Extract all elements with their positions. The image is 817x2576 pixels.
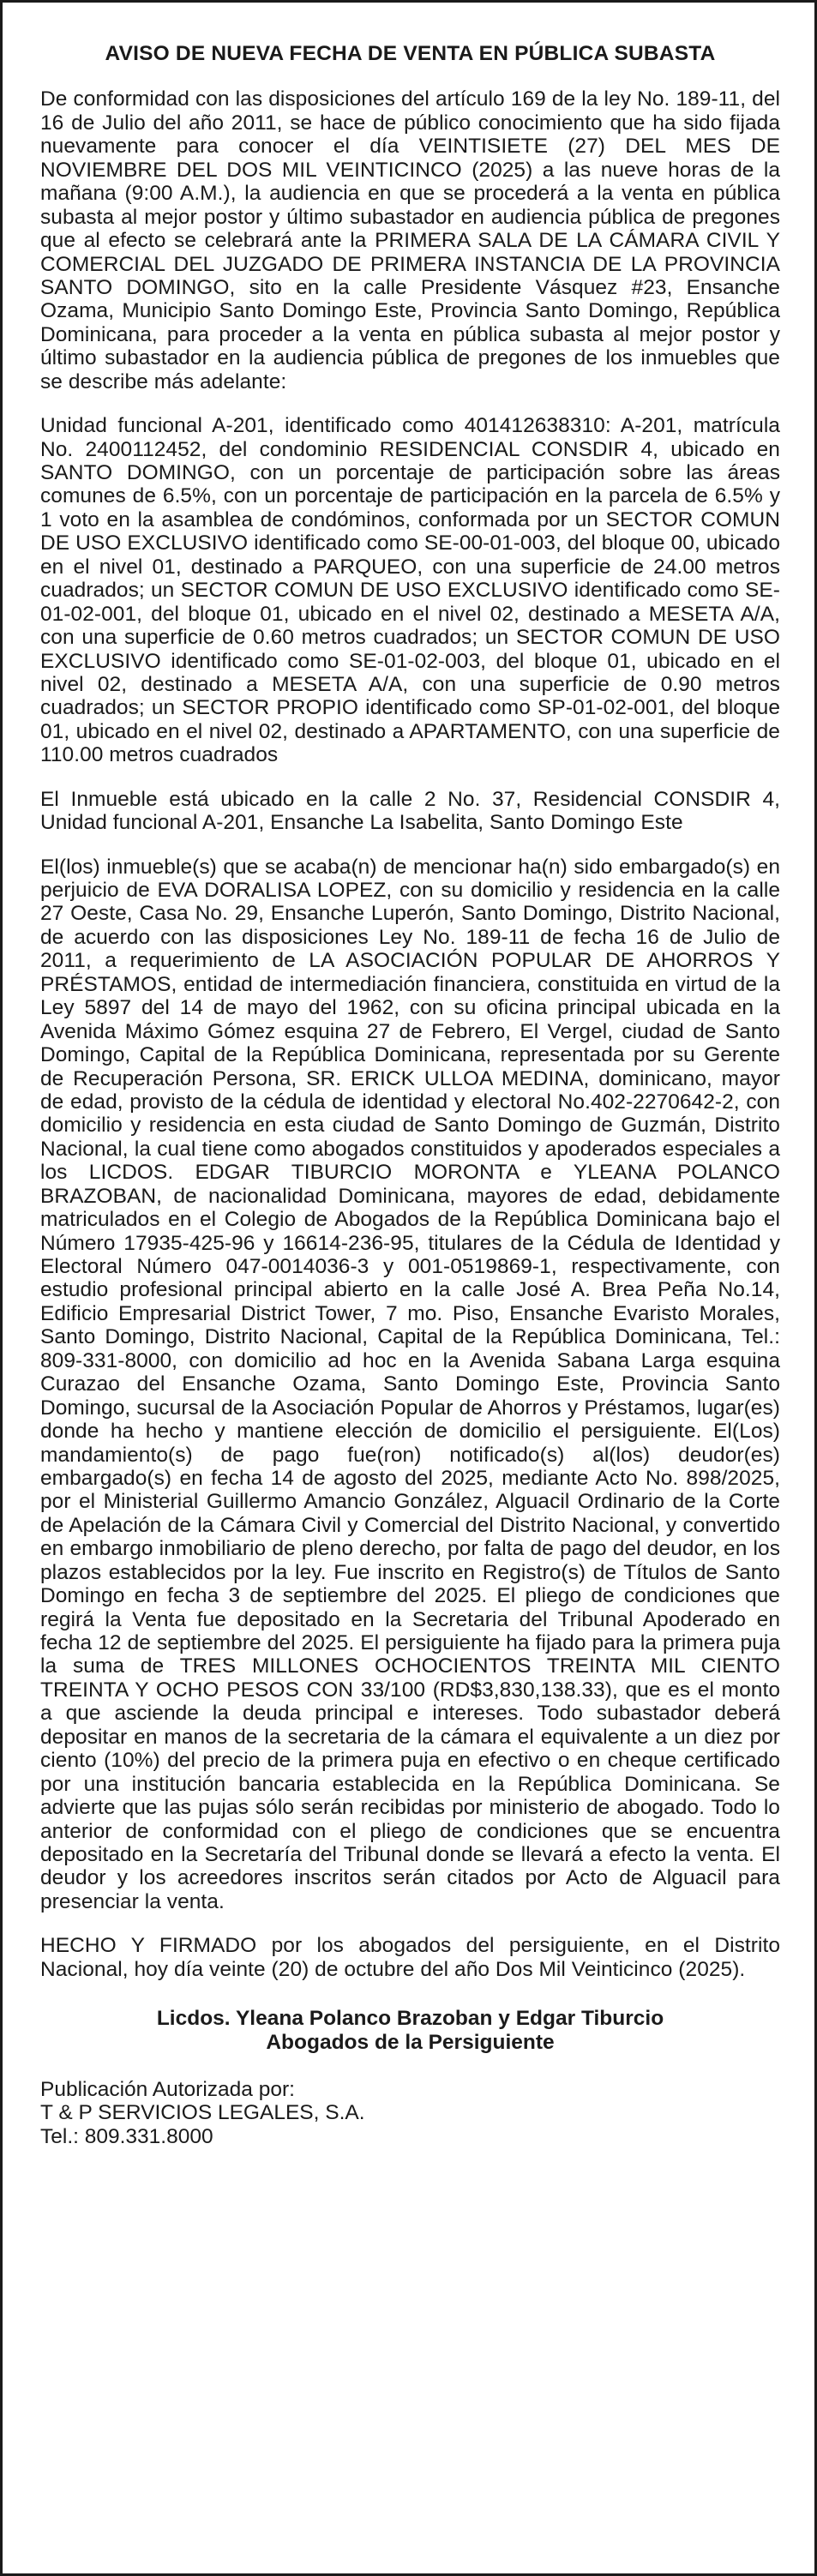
footer-authorized-label: Publicación Autorizada por: bbox=[40, 2078, 295, 2101]
paragraph-seizure-details: El(los) inmueble(s) que se acaba(n) de mencionar ha(n) sido embargado(s) en perjuicio de EVA DORALISA LOPEZ, con su domicilio y residencia en la calle 27 Oeste, Casa No. 29, Ensanche Luperón, Santo Domingo, Distrito Nacional, de acuerdo con las disposiciones Ley No. 189-11 de fecha 16 de Julio de 2011, a requerimiento de LA ASOCIACIÓN POPULAR DE AHORROS Y PRÉSTAMOS, entidad de intermediación financiera, constituida en virtud de la Ley 5897 del 14 de mayo del 1962, con su oficina principal ubicada en la Avenida Máximo Gómez esquina 27 de Febrero, El Vergel, ciudad de Santo Domingo, Capital de la República Dominicana, representada por su Gerente de Recuperación Persona, SR. ERICK ULLOA MEDINA, dominicano, mayor de edad, provisto de la cédula de identidad y electoral No.402-2270642-2, con domicilio y residencia en esta ciudad de Santo Domingo de Guzmán, Distrito Nacional, la cual tiene como abogados constituidos y apoderados especiales a los LICDOS. EDGAR TIBURCIO MORONTA e YLEANA POLANCO BRAZOBAN, de nacionalidad Dominicana, mayores de edad, debidamente matriculados en el Colegio de Abogados de la República Dominicana bajo el Número 17935-425-96 y 16614-236-95, titulares de la Cédula de Identidad y Electoral Número 047-0014036-3 y 001-0519869-1, respectivamente, con estudio profesional principal abierto en la calle José A. Brea Peña No.14, Edificio Empresarial District Tower, 7 mo. Piso, Ensanche Evaristo Morales, Santo Domingo, Distrito Nacional, Capital de la República Dominicana, Tel.: 809-331-8000, con domicilio ad hoc en la Avenida Sabana Larga esquina Curazao del Ensanche Ozama, Santo Domingo Este, Provincia Santo Domingo, sucursal de la Asociación Popular de Ahorros y Préstamos, lugar(es) donde ha hecho y mantiene elección de domicilio el persiguiente. El(Los) mandamiento(s) de pago fue(ron) notificado(s) al(los) deudor(es) embargado(s) en fecha 14 de agosto del 2025, mediante Acto No. 898/2025, por el Ministerial Guillermo Amancio González, Alguacil Ordinario de la Corte de Apelación de la Cámara Civil y Comercial del Distrito Nacional, y convertido en embargo inmobiliario de pleno derecho, por falta de pago del deudor, en los plazos establecidos por la ley. Fue inscrito en Registro(s) de Títulos de Santo Domingo en fecha 3 de septiembre del 2025. El pliego de condiciones que regirá la Venta fue depositado en la Secretaria del Tribunal Apoderado en fecha 12 de septiembre del 2025. El persiguiente ha fijado para la primera puja la suma de TRES MILLONES OCHOCIENTOS TREINTA MIL CIENTO TREINTA Y OCHO PESOS CON 33/100 (RD$3,830,138.33), que es el monto a que asciende la deuda principal e intereses. Todo subastador deberá depositar en manos de la secretaria de la cámara el equivalente a un diez por ciento (10%) del precio de la primera puja en efectivo o en cheque certificado por una institución bancaria establecida en la República Dominicana. Se advierte que las pujas sólo serán recibidas por ministerio de abogado. Todo lo anterior de conformidad con el pliego de condiciones que se encuentra depositado en la Secretaría del Tribunal donde se llevará a efecto la venta. El deudor y los acreedores inscritos serán citados por Acto de Alguacil para presenciar la venta. bbox=[40, 855, 780, 1913]
notice-title: AVISO DE NUEVA FECHA DE VENTA EN PÚBLICA SUBASTA bbox=[105, 42, 716, 65]
footer-phone: Tel.: 809.331.8000 bbox=[40, 2124, 213, 2148]
signature-role: Abogados de la Persiguiente bbox=[266, 2030, 555, 2054]
footer-company: T & P SERVICIOS LEGALES, S.A. bbox=[40, 2101, 365, 2125]
signature-names: Licdos. Yleana Polanco Brazoban y Edgar Tiburcio bbox=[156, 2007, 664, 2031]
paragraph-auction-date: De conformidad con las disposiciones del artículo 169 de la ley No. 189-11, del 16 de Julio del año 2011, se hace de público conocimiento que ha sido fijada nuevamente para conocer el día VEINTISIETE (27) DEL MES DE NOVIEMBRE DEL DOS MIL VEINTICINCO (2025) a las nueve horas de la mañana (9:00 A.M.), la audiencia en que se procederá a la venta en pública subasta al mejor postor y último subastador en audiencia pública de pregones que al efecto se celebrará ante la PRIMERA SALA DE LA CÁMARA CIVIL Y COMERCIAL DEL JUZGADO DE PRIMERA INSTANCIA DE LA PROVINCIA SANTO DOMINGO, sito en la calle Presidente Vásquez #23, Ensanche Ozama, Municipio Santo Domingo Este, Provincia Santo Domingo, República Dominicana, para proceder a la venta en pública subasta al mejor postor y último subastador en la audiencia pública de pregones de los inmuebles que se describe más adelante: bbox=[40, 87, 780, 393]
publication-footer bbox=[40, 2078, 780, 2148]
paragraph-property-location: El Inmueble está ubicado en la calle 2 No. 37, Residencial CONSDIR 4, Unidad funcional A-201, Ensanche La Isabelita, Santo Domingo Este bbox=[40, 787, 780, 835]
paragraph-property-description: Unidad funcional A-201, identificado como 401412638310: A-201, matrícula No. 2400112452, del condominio RESIDENCIAL CONSDIR 4, ubicado en SANTO DOMINGO, con un porcentaje de participación sobre las áreas comunes de 6.5%, con un porcentaje de participación en la parcela de 6.5% y 1 voto en la asamblea de condóminos, conformada por un SECTOR COMUN DE USO EXCLUSIVO identificado como SE-00-01-003, del bloque 00, ubicado en el nivel 01, destinado a PARQUEO, con una superficie de 24.00 metros cuadrados; un SECTOR COMUN DE USO EXCLUSIVO identificado como SE-01-02-001, del bloque 01, ubicado en el nivel 02, destinado a MESETA A/A, con una superficie de 0.60 metros cuadrados; un SECTOR COMUN DE USO EXCLUSIVO identificado como SE-01-02-003, del bloque 01, ubicado en el nivel 02, destinado a MESETA A/A, con una superficie de 0.90 metros cuadrados; un SECTOR PROPIO identificado como SP-01-02-001, del bloque 01, ubicado en el nivel 02, destinado a APARTAMENTO, con una superficie de 110.00 metros cuadrados bbox=[40, 414, 780, 767]
paragraph-signed: HECHO Y FIRMADO por los abogados del persiguiente, en el Distrito Nacional, hoy día veinte (20) de octubre del año Dos Mil Veinticinco (2025). bbox=[40, 1934, 780, 1981]
signature-block bbox=[40, 2007, 780, 2054]
